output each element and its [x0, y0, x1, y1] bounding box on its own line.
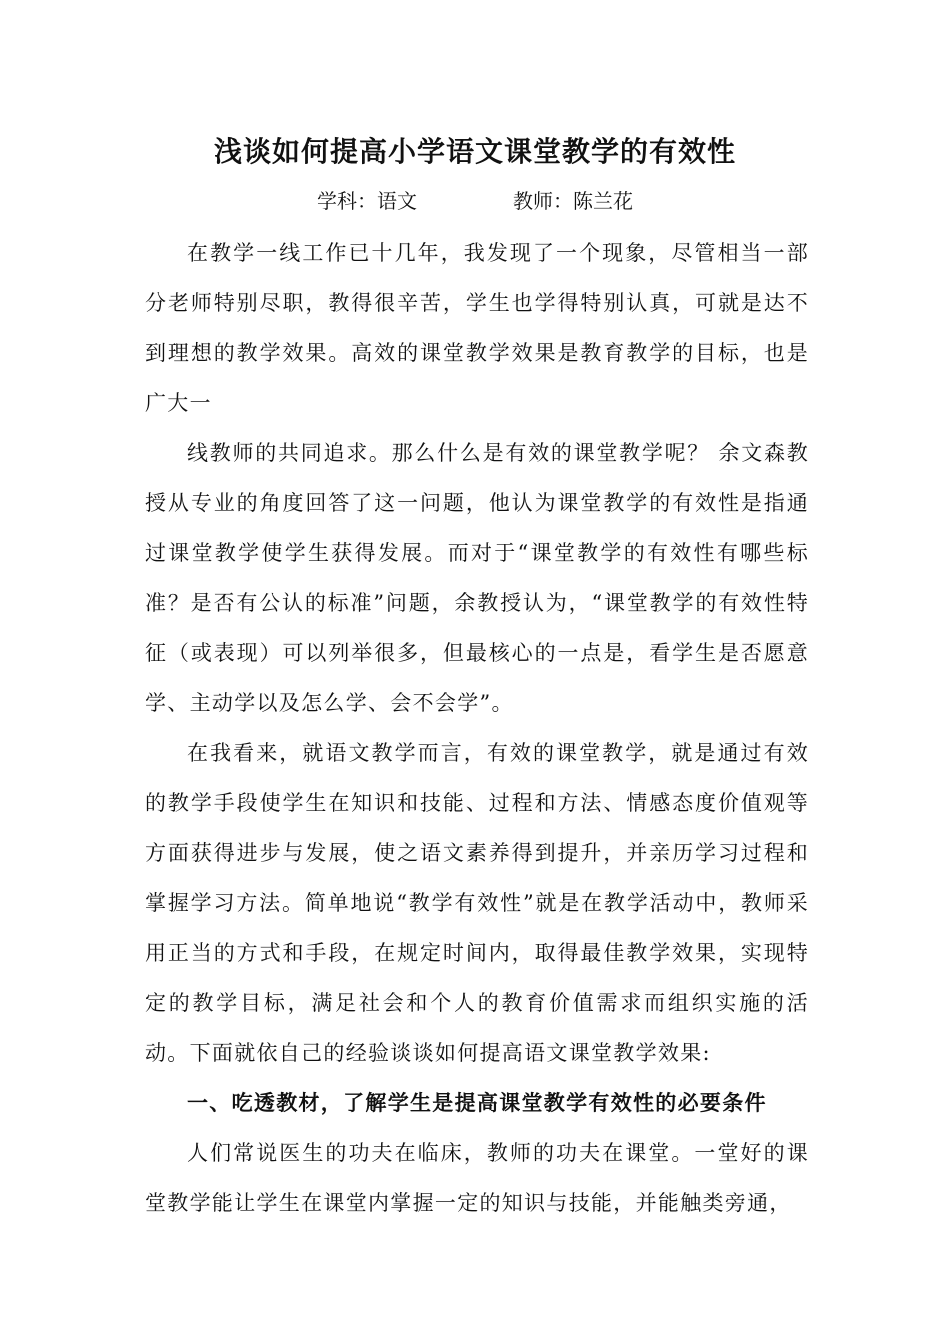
document-meta	[0, 184, 950, 218]
teacher-label: 教师：陈兰花	[513, 189, 633, 213]
paragraph-definition: 线教师的共同追求。那么什么是有效的课堂教学呢？ 余文森教授从专业的角度回答了这一问题，他认为课堂教学的有效性是指通过课堂教学使学生获得发展。而对于“课堂教学的有效性有哪些标准？是否有公认的标准”问题，余教授认为，“课堂教学的有效性特征（或表现）可以列举很多，但最核心的一点是，看学生是否愿意学、主动学以及怎么学、会不会学”。	[145, 441, 809, 715]
paragraph-intro: 在教学一线工作已十几年，我发现了一个现象，尽管相当一部分老师特别尽职，教得很辛苦，学生也学得特别认真，可就是达不到理想的教学效果。高效的课堂教学效果是教育教学的目标，也是广大一	[145, 241, 809, 415]
section-heading: 一、吃透教材，了解学生是提高课堂教学有效性的必要条件	[187, 1090, 767, 1115]
document-body	[145, 228, 809, 1228]
subject-label: 学科：语文	[317, 189, 417, 213]
paragraph-section-one: 人们常说医生的功夫在临床，教师的功夫在课堂。一堂好的课堂教学能让学生在课堂内掌握一定的知识与技能，并能触类旁通，	[145, 1141, 809, 1215]
paragraph-view: 在我看来，就语文教学而言，有效的课堂教学，就是通过有效的教学手段使学生在知识和技能、过程和方法、情感态度价值观等方面获得进步与发展，使之语文素养得到提升，并亲历学习过程和掌握学习方法。简单地说“教学有效性”就是在教学活动中，教师采用正当的方式和手段，在规定时间内，取得最佳教学效果，实现特定的教学目标，满足社会和个人的教育价值需求而组织实施的活动。下面就依自己的经验谈谈如何提高语文课堂教学效果:	[145, 741, 809, 1065]
document-title: 浅谈如何提高小学语文课堂教学的有效性	[213, 135, 736, 168]
